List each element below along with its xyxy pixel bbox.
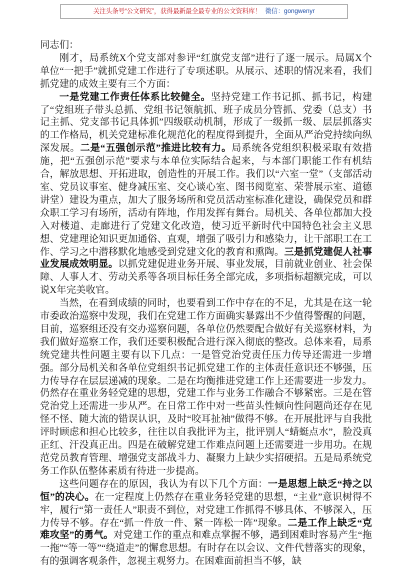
paragraph-achievements: [40, 92, 372, 299]
paragraph-text: 刚才，局系统X个党支部对参评“红旗党支部”进行了逐一展示。局属X个单位“一把手”就抓党建工作进行了专项述职。从展示、述职的情况来看，我们抓党建的成效主要有三个方面：: [40, 52, 372, 90]
paragraph-opening: [40, 53, 372, 92]
banner-text: 关注头条号“公文研究”，获得最新最全最专业的公文资料库！: [93, 8, 262, 15]
paragraph-text: 对党建工作的重点和难点掌握不够，遇到困难时容易产生“拖一拖”“等一等”“绕道走”的懈怠思想。有时存在以会议、文件代替落实的现象，有的强调客观条件，忽视主观努力。在困难面前担当不够，缺: [40, 530, 372, 568]
paragraph-problems: [40, 298, 372, 479]
point-heading-2: 二是“五强创示范”推进比较有力。: [80, 143, 232, 155]
point-heading-1: 一是党建工作责任体系比较健全。: [59, 91, 211, 103]
greeting: 同志们：: [40, 40, 79, 51]
promo-banner: [60, 4, 348, 19]
paragraph-causes: [40, 479, 372, 569]
cause-heading-1: 一是思想上缺乏“持之以恒”的决心。: [40, 478, 373, 503]
paragraph-text: 当然，在看到成绩的同时，也要看到工作中存在的不足，尤其是在这一轮市委政治巡察中发现，我们在党建工作方面确实暴露出不少值得警醒的问题，目前，巡察组还没有交办巡察问题，各单位仍然要配合做好有关巡察材料，为我们做好巡察工作，我们还要积极配合进行深入彻底的整改。总体来看，局系统党建共性问题主要有以下几点：一是管党治党责任压力传导还需进一步增强。部分局机关和各单位党组织书记抓党建工作的主体责任意识还不够强，压力传导存在层层递减的现象。二是在均衡推进党建工作上还需要进一步发力。仍然存在重业务轻党建的思想，党建工作与业务工作融合不够紧密。三是在管党治党上还需进一步从严。在日常工作中对一些苗头性倾向性问题尚还存在见怪不怪、随大流的错误认识，及时“咬耳扯袖”做得不够。在开展批评与自我批评时顾虑和担心比较多，往往以自我批评为主，批评别人“蜻蜓点水”，脸没真正红、汗没真正出。四是在破解党建工作难点问题上还需要进一步用功。在规范党员教育管理、增强党支部战斗力、凝聚力上缺少实招硬招。五是局系统党务工作队伍整体素质有待进一步提高。: [40, 298, 372, 477]
document-body: [40, 40, 372, 569]
paragraph-text: 局系统各党组织积极采取有效措施，把“五强创示范”要求与本单位实际结合起来，与本部门职能工作有机结合，解放思想、开拓进取，创造性的开展工作。我们以“六室一堂”（支部活动室、党员议事室、健身减压室、交心谈心室、图书阅览室、荣誉展示室、道德讲堂）建设为重点，加大了服务场所和党员活动室标准化建设，确保党员和群众职工学习有场所，活动有阵地，作用发挥有舞台。局机关、各单位都加大投入对楼道、走廊进行了党建文化改造，使习近平新时代中国特色社会主义思想、党建理论知识更加通俗、直观，增强了吸引力和感染力，让干部职工在工作、学习之中潜移默化地感受到党建文化的教育和熏陶。: [40, 143, 373, 258]
banner-wechat: 微信：gongwenyr: [265, 8, 315, 15]
paragraph-text: 在一定程度上仍然存在重业务轻党建的思想，“主业”意识树得不牢，履行“第一责任人”职责不到位，对党建工作抓得不够具体、不够深入，压力传导不够。存在“抓一件放一件、紧一阵松一阵”现象。: [40, 491, 372, 529]
cause-heading-2: 二是工作上缺乏“克难攻坚”的勇气。: [40, 517, 372, 542]
paragraph-text: 坚持党建工作书记抓、抓书记，构建了“党组班子带头总抓、党组书记领航抓、班子成员分管抓、党委（总支）书记主抓、党支部书记具体抓”四级联动机制，形成了一级抓一级、层层抓落实的工作格局，机关党建标准化规范化的程度得到提升，全面从严治党持续向纵深发展。: [40, 91, 373, 155]
point-heading-3: 三是抓党建促人社事业发展成效明显。: [40, 246, 373, 271]
paragraph-text: 以抓党建促进业务开展、事业发展，目前就业创业、社会保障、人事人才、劳动关系等各项目标任务全部完成，多项指标超额完成，可以说X年完美收官。: [40, 259, 373, 297]
paragraph-text: 这些问题存在的原因，我认为有以下几个方面：: [59, 478, 268, 490]
